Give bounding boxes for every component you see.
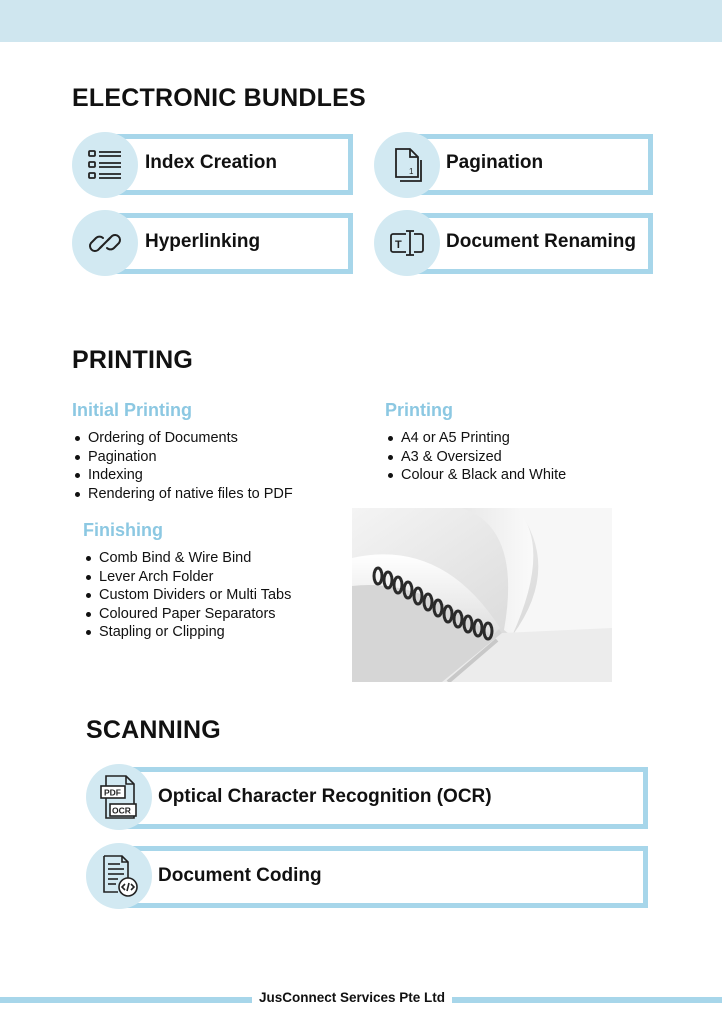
finishing-list [83, 549, 291, 642]
svg-text:T: T [395, 239, 402, 251]
printing-heading: Printing [385, 400, 453, 420]
list-icon [72, 132, 138, 198]
document-code-icon [86, 843, 152, 909]
link-icon [72, 210, 138, 276]
spiral-binding-photo [352, 508, 612, 682]
printing-title: PRINTING [72, 346, 194, 374]
pagination-card [374, 134, 653, 195]
pagination-label: Pagination [446, 152, 544, 173]
initial-printing-heading: Initial Printing [72, 400, 192, 420]
finishing-heading: Finishing [83, 520, 163, 540]
ocr-card [86, 767, 648, 829]
initial-printing-list [72, 429, 293, 503]
ocr-icon-text: OCR [112, 805, 131, 816]
list-item: Stapling or Clipping [83, 623, 291, 642]
index-creation-label: Index Creation [145, 152, 277, 173]
pdf-ocr-icon [86, 764, 152, 830]
index-creation-card [72, 134, 353, 195]
footer-line-right [452, 997, 722, 1003]
top-band [0, 0, 722, 42]
list-item: Rendering of native files to PDF [72, 485, 293, 504]
svg-text:1: 1 [409, 167, 414, 176]
printing-list [385, 429, 566, 485]
hyperlinking-label: Hyperlinking [145, 231, 261, 252]
list-item: Pagination [72, 448, 293, 467]
pdf-icon-text: PDF [104, 787, 121, 798]
list-item: A3 & Oversized [385, 448, 566, 467]
electronic-bundles-title: ELECTRONIC BUNDLES [72, 84, 366, 112]
footer-line-left [0, 997, 252, 1003]
list-item: Ordering of Documents [72, 429, 293, 448]
list-item: Indexing [72, 466, 293, 485]
rename-text-icon [374, 210, 440, 276]
ocr-label: Optical Character Recognition (OCR) [158, 786, 492, 807]
list-item: Colour & Black and White [385, 466, 566, 485]
list-item: Custom Dividers or Multi Tabs [83, 586, 291, 605]
list-item: Comb Bind & Wire Bind [83, 549, 291, 568]
list-item: Lever Arch Folder [83, 568, 291, 587]
document-renaming-card [374, 213, 653, 274]
document-coding-card [86, 846, 648, 908]
footer-company: JusConnect Services Pte Ltd [258, 990, 446, 1005]
document-coding-label: Document Coding [158, 865, 322, 886]
scanning-title: SCANNING [86, 716, 221, 744]
hyperlinking-card [72, 213, 353, 274]
document-renaming-label: Document Renaming [446, 231, 637, 252]
page-number-icon [374, 132, 440, 198]
list-item: A4 or A5 Printing [385, 429, 566, 448]
list-item: Coloured Paper Separators [83, 605, 291, 624]
